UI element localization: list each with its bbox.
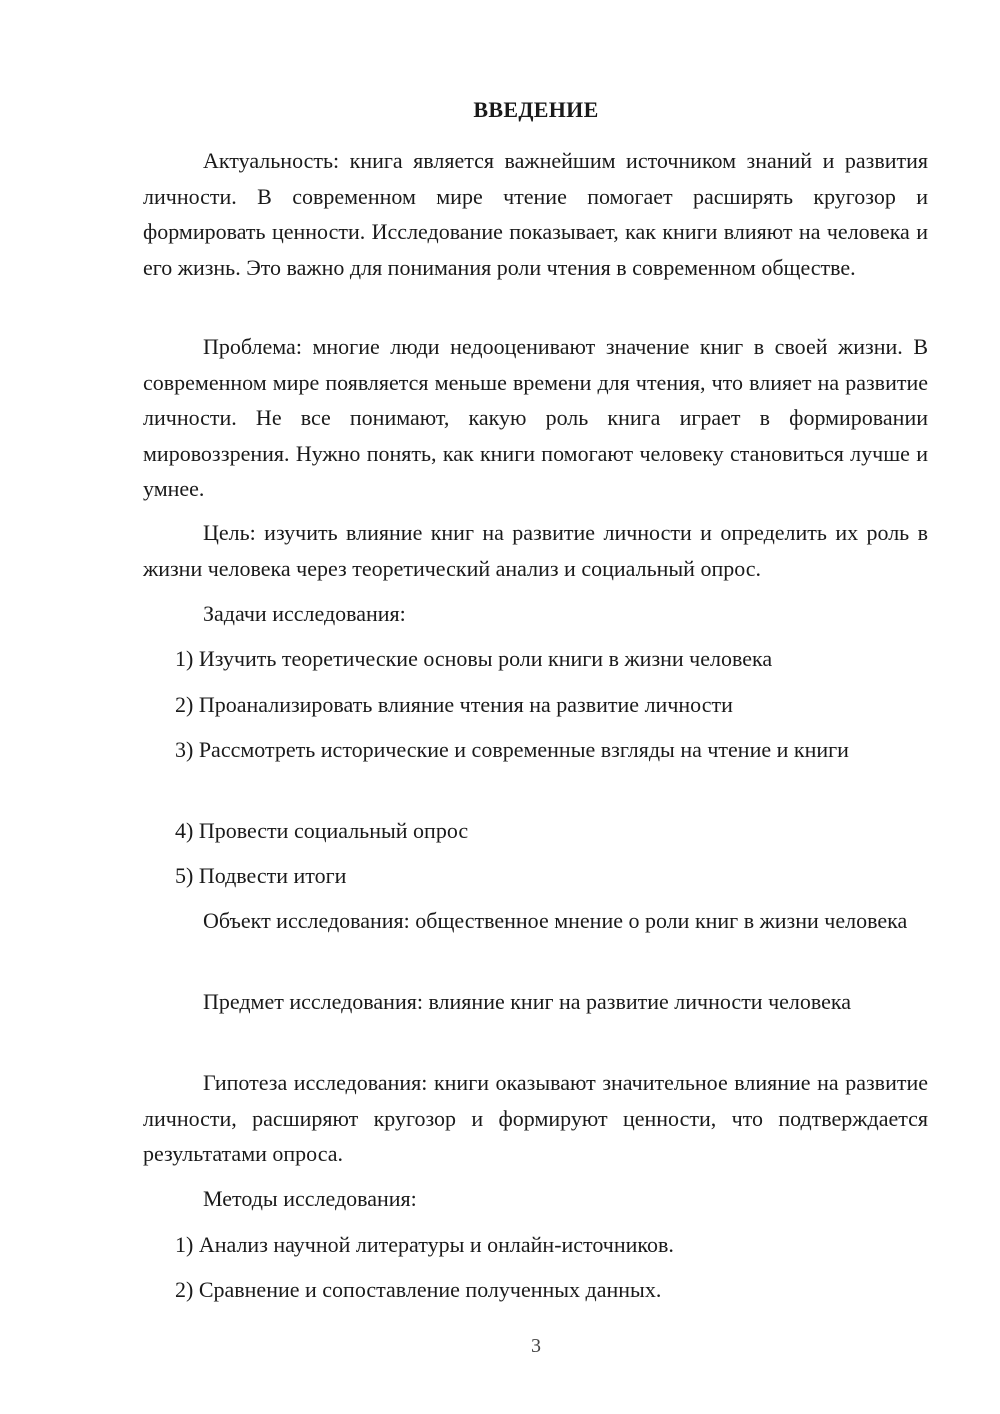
method-item-2: 2) Сравнение и сопоставление полученных данных.: [175, 1277, 662, 1302]
task-item-3: 3) Рассмотреть исторические и современные взгляды на чтение и книги: [175, 737, 849, 762]
problem-paragraph: Проблема: многие люди недооценивают значение книг в своей жизни. В современном мире появляется меньше времени для чтения, что влияет на развитие личности. Не все понимают, какую роль книга играет в формировании мировоззрения. Нужно понять, как книги помогают человеку становиться лучше и умнее.: [143, 334, 928, 501]
section-heading: ВВЕДЕНИЕ: [473, 97, 599, 122]
relevance-paragraph: Актуальность: книга является важнейшим источником знаний и развития личности. В современном мире чтение помогает расширять кругозор и формировать ценности. Исследование показывает, как книги влияют на человека и его жизнь. Это важно для понимания роли чтения в современном обществе.: [143, 148, 928, 280]
task-item-1: 1) Изучить теоретические основы роли книги в жизни человека: [175, 646, 773, 671]
page-number: 3: [531, 1335, 541, 1357]
task-item-4: 4) Провести социальный опрос: [175, 818, 469, 843]
tasks-heading: Задачи исследования:: [203, 601, 406, 626]
goal-paragraph: Цель: изучить влияние книг на развитие личности и определить их роль в жизни человека через теоретический анализ и социальный опрос.: [143, 520, 928, 581]
method-item-1: 1) Анализ научной литературы и онлайн-источников.: [175, 1232, 674, 1257]
methods-heading: Методы исследования:: [203, 1186, 417, 1211]
hypothesis-paragraph: Гипотеза исследования: книги оказывают значительное влияние на развитие личности, расширяют кругозор и формируют ценности, что подтверждается результатами опроса.: [143, 1070, 928, 1166]
task-item-2: 2) Проанализировать влияние чтения на развитие личности: [175, 692, 733, 717]
task-item-5: 5) Подвести итоги: [175, 863, 347, 888]
object-paragraph: Объект исследования: общественное мнение о роли книг в жизни человека: [203, 908, 908, 933]
subject-paragraph: Предмет исследования: влияние книг на развитие личности человека: [203, 989, 852, 1014]
